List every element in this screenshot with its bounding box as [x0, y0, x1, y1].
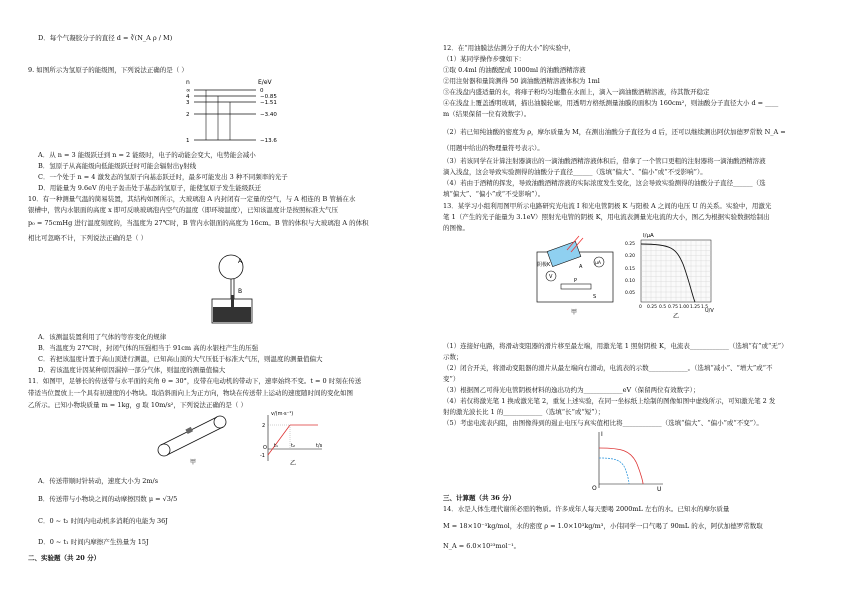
velocity-time-graph	[260, 409, 330, 467]
section-3-heading: 三、计算题（共 36 分）	[443, 494, 516, 502]
origin-o-label: O	[592, 485, 597, 492]
figure-jia-label: 甲	[190, 459, 197, 466]
q12-step-2: ②用注射器和量筒测得 50 滴油酸酒精溶液体积为 1ml	[443, 77, 600, 85]
y-tick-015: 0.15	[625, 267, 636, 272]
level-n-label: 4	[186, 94, 190, 100]
level-n-label: 1	[186, 138, 190, 144]
q10-option-a: A．该测温装置利用了气体的等容变化的规律	[38, 333, 167, 341]
q12-step-4: ④在浅盘上覆盖透明玻璃，描出油膜轮廓，用透明方格纸测量油膜的面积为 160cm²，则油酸分子直径大小 d = ____	[443, 99, 779, 107]
q13-answer-4: （4）若仅将激光笔 1 换成激光笔 2，重复上述实验，在同一坐标纸上绘制的图像如图中虚线所示，可知激光笔 2 发	[443, 397, 776, 405]
q12-part-1: （1）某同学操作步骤如下：	[443, 55, 526, 63]
q13-answer-1: （1）连接好电路，将滑动变阻器的滑片移至最左端，用激光笔 1 照射阴极 K，电流表____________（选填“有”或“无”）	[443, 342, 788, 350]
q12-part-3: （3）若该同学在计算注射器滴出的一滴油酸酒精溶液体积后，借拿了一个管口更粗的注射器将一滴油酸酒精溶液	[443, 157, 766, 165]
q12-step-3: ③在浅盘内盛适量的水，将痱子粉均匀地撒在水面上，滴入一滴油酸酒精溶液，待其散开稳定	[443, 88, 710, 96]
conveyor-belt-figure	[150, 410, 240, 466]
figure-jia-label: 甲	[571, 309, 578, 316]
current-axis-label: I/μA	[643, 233, 654, 239]
y-tick-020: 0.20	[625, 254, 636, 259]
q12-step-4-cont: m（结果保留一位有效数字）。	[443, 110, 531, 118]
current-voltage-graph	[621, 228, 721, 320]
q13-answer-4-cont: 射的激光波长比 1 的____________（选填“长”或“短”）；	[443, 408, 605, 416]
q9-option-a: A．从 n = 3 能级跃迁到 n = 2 能级时，电子的动能会变大，电势能会减小	[38, 151, 256, 159]
section-2-heading: 二、实验题（共 20 分）	[28, 554, 101, 562]
level-n-label: 3	[186, 100, 190, 106]
q9-option-c: C．一个处于 n = 4 激发态的氢原子向基态跃迁时，最多可能发出 3 种不同频率的光子	[38, 173, 288, 181]
e-axis-label: E/eV	[258, 79, 272, 86]
q9-stem: 9. 如图所示为氢原子的能级图，下列说法正确的是（ ）	[28, 66, 188, 74]
q14-line-2: M = 18×10⁻³kg/mol，水的密度 ρ = 1.0×10³kg/m³，小伟同学一口气喝了 90mL 的水，阿伏加德罗常数取	[443, 522, 763, 530]
level-e-label: −13.6	[260, 138, 277, 144]
level-n-label: 2	[186, 112, 190, 118]
u-axis-label: U	[657, 486, 662, 492]
q13-answer-5: （5）考虑电流表内阻，由图像得到的遏止电压与真实值相比将____________（选填“偏大”、“偏小”或“不变”）。	[443, 419, 763, 427]
q10-line-1: 10．有一种测量气温的简易装置，其结构如图所示，大玻璃泡 A 内封闭有一定量的空气，与 A 相连的 B 管插在水	[28, 195, 356, 203]
q13-answer-2-cont: 变”）	[443, 375, 460, 383]
q11-option-c: C．0 ~ t₂ 时间内电动机多消耗的电能为 36J	[38, 517, 168, 525]
q13-answer-3: （3）根据图乙可得光电管阴极材料的逸出功约为____________eV（保留两位有效数字）；	[443, 386, 700, 394]
q12-step-1: ①取 0.4ml 的油酸配成 1000ml 的油酸酒精溶液	[443, 66, 586, 74]
microammeter-label: μA	[595, 261, 601, 266]
v-tick-2: 2	[262, 423, 266, 429]
photoelectric-circuit	[531, 232, 621, 316]
y-tick-010: 0.10	[625, 279, 636, 284]
q11-line-1: 11．如图甲，足够长的传送带与水平面的夹角 θ = 30°，皮带在电动机的带动下，速率始终不变。t = 0 时刻在传送	[28, 377, 362, 385]
cathode-k-label: 阴极K	[537, 262, 551, 268]
y-tick-025: 0.25	[625, 242, 636, 247]
q10-option-b: B．当温度为 27℃时，封闭气体的压强相当于 91cm 高的水银柱产生的压强	[38, 344, 259, 352]
q8-option-d: D．每个气凝胶分子的直径 d = ∛(N_A ρ / M)	[38, 34, 173, 42]
thermometer-figure	[198, 251, 268, 329]
level-e-label: −1.51	[260, 100, 277, 106]
q13-line-1: 13．某学习小组利用图甲所示电路研究光电流 I 和光电管阴极 K 与阳极 A 之间的电压 U 的关系。实验中，用激光	[443, 202, 772, 210]
level-e-label: −0.85	[260, 94, 277, 100]
x-tick-125: 1.25	[690, 305, 701, 310]
q12-part-2-cont: （用题中给出的物理量符号表示）。	[443, 144, 544, 152]
q10-line-3: p₀ = 75cmHg 进行温度刻度的，当温度为 27℃时，B 管内水银面的高度为 16cm。B 管的体积与大玻璃泡 A 的体积	[28, 219, 369, 227]
q10-option-d: D．若该温度计因某种原因漏掉一部分气体，则温度的测量值偏大	[38, 366, 226, 374]
q13-answer-1-cont: 示数；	[443, 353, 463, 361]
level-n-label: ∞	[186, 88, 191, 94]
q11-option-d: D．0 ~ t₁ 时间内摩擦产生热量为 15J	[38, 538, 149, 546]
t1-label: t₁	[274, 443, 278, 449]
v-tick-neg1: -1	[260, 453, 265, 459]
figure-yi-label: 乙	[290, 460, 297, 467]
q11-option-b: B．传送带与小物块之间的动摩擦因数 μ = √3/5	[38, 495, 178, 503]
t2-label: t₂	[291, 443, 295, 449]
energy-levels	[186, 88, 277, 144]
q9-option-b: B．氢原子从高能级向低能级跃迁时可能会辐射出γ射线	[38, 162, 197, 170]
velocity-axis-label: v/(m·s⁻¹)	[271, 411, 294, 417]
x-tick-075: 0.75	[668, 305, 679, 310]
energy-level-diagram	[178, 76, 308, 148]
slider-p-label: P	[574, 278, 578, 284]
x-tick-15: 1.5	[701, 305, 709, 310]
q14-line-3: N_A = 6.0×10²³mol⁻¹。	[443, 542, 521, 550]
q11-line-2: 带适当位置放上一个具有初速度的小物块。取沿斜面向上为正方向，物块在传送带上运动的速度随时间的变化如图	[28, 389, 353, 397]
iu-sketch-graph	[591, 428, 671, 492]
q12-title: 12．在“用油膜法估测分子的大小”的实验中，	[443, 44, 575, 52]
anode-a-label: A	[579, 264, 583, 270]
q14-line-1: 14．水是人体生理代谢所必需的物质。许多成年人每天要喝 2000mL 左右的水。已知水的摩尔质量	[443, 505, 730, 513]
q9-option-d: D．用能量为 9.6eV 的电子轰击处于基态的氢原子，能使氢原子发生能级跃迁	[38, 184, 262, 192]
origin-label: O	[263, 445, 267, 451]
q10-line-2: 银槽中，管内水银面的高度 x 即可反映玻璃泡内空气的温度（即环境温度），已知该温度计是按照标准大气压	[28, 206, 339, 214]
level-e-label: 0	[260, 88, 264, 94]
time-axis-label: t/s	[316, 443, 323, 449]
voltmeter-label: V	[549, 274, 553, 280]
q13-answer-2: （2）闭合开关，将滑动变阻器的滑片从最左端向右滑动，电流表的示数____________。（选填“减小”、“增大”或“不	[443, 364, 773, 372]
q13-line-3: 的图像。	[443, 224, 469, 232]
q12-part-2: （2）若已知纯油酸的密度为 ρ，摩尔质量为 M，在测出油酸分子直径为 d 后，还可以继续测出阿伏加德罗常数 N_A =	[443, 128, 786, 136]
q12-part-3-cont: 滴入浅盘，这会导致实验测得的油酸分子直径______（选填“偏大”、“偏小”或“不受影响”）。	[443, 168, 707, 176]
q12-part-4-cont: 填“偏大”、“偏小”或“不受影响”）。	[443, 190, 545, 198]
n-axis-label: n	[186, 79, 190, 86]
x-tick-025: 0.25	[647, 305, 658, 310]
q12-part-4: （4）若由于酒精的挥发，导致油酸酒精溶液的实际浓度发生变化，这会导致实验测得的油酸分子直径______（选	[443, 179, 766, 187]
x-tick-0: 0	[639, 305, 642, 310]
q11-line-3: 乙所示。已知小物块质量 m = 1kg，g 取 10m/s²，下列说法正确的是（ ）	[28, 401, 247, 409]
level-e-label: −3.40	[260, 112, 277, 118]
figure-yi-label: 乙	[673, 313, 680, 320]
bulb-a-label: A	[238, 258, 243, 265]
tube-b-label: B	[238, 288, 243, 295]
x-tick-100: 1.00	[679, 305, 690, 310]
y-tick-005: 0.05	[625, 291, 636, 296]
voltage-axis-label: U/V	[705, 308, 714, 314]
q10-option-c: C．若把该温度计置于高山顶进行测温，已知高山顶的大气压低于标准大气压，则温度的测量值偏大	[38, 355, 323, 363]
q10-line-4: 相比可忽略不计，下列说法正确的是（ ）	[28, 234, 148, 242]
switch-s-label: S	[593, 294, 597, 300]
q13-line-2: 笔 1（产生的光子能量为 3.1eV）照射光电管的阴极 K，用电流表测量光电流的大小，图乙为根据实验数据绘制出	[443, 213, 770, 221]
q11-option-a: A．传送带顺时针转动，速度大小为 2m/s	[38, 477, 159, 485]
x-tick-05: 0.5	[659, 305, 667, 310]
i-axis-label: I	[601, 431, 603, 438]
